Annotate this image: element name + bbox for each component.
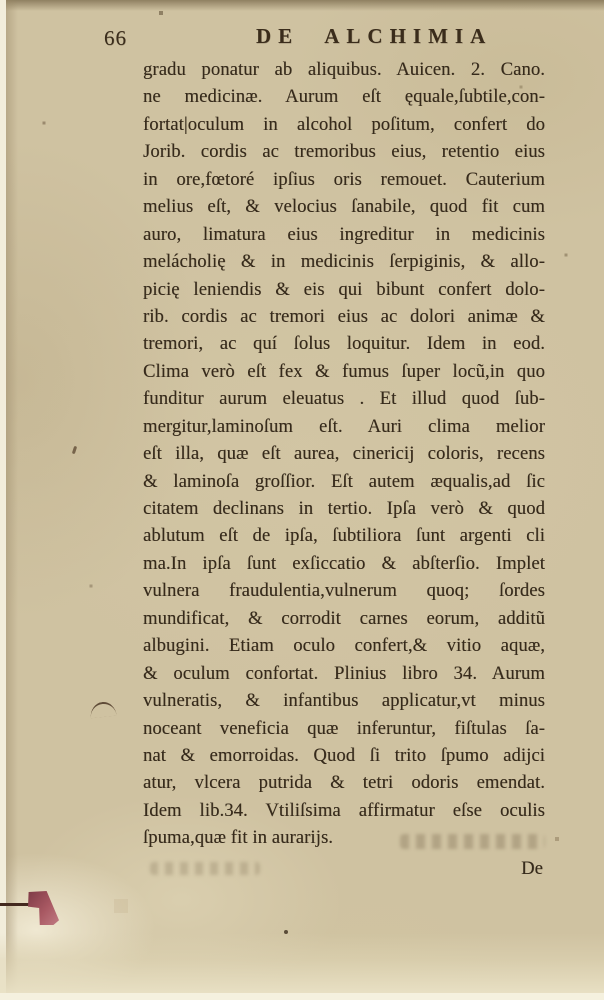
red-bookmark-mark: [28, 891, 59, 925]
text-line: vulnera fraudulentia,vulnerum quoq; ſordes: [143, 580, 545, 602]
text-line: melácholię & in medicinis ſerpiginis, & allo-: [143, 251, 545, 273]
text-line: & laminoſa groſſior. Eſt autem æqualis,ad ſic: [143, 470, 545, 492]
text-line: Clima verò eſt fex & fumus ſuper locũ,in quo: [143, 360, 545, 382]
margin-speck-mark: [72, 446, 77, 455]
text-line: rib. cordis ac tremori eius ac dolori animæ &: [143, 305, 545, 327]
page-bottom-fade: [0, 933, 604, 993]
text-line: tremori, ac quí ſolus loquitur. Idem in eod.: [143, 333, 545, 355]
page-number: 66: [104, 26, 127, 50]
text-line: vulneratis, & infantibus applicatur,vt minus: [143, 690, 545, 712]
page-top-shadow: [0, 0, 604, 11]
page-left-shadow: [6, 0, 18, 1000]
text-line: Jorib. cordis ac tremoribus eius, retentio eius: [143, 141, 545, 163]
text-line: gradu ponatur ab aliquibus. Auicen. 2. Cano.: [143, 59, 545, 80]
text-line: funditur aurum eleuatus . Et illud quod ſub-: [143, 388, 545, 410]
text-line: ma.In ipſa ſunt exſiccatio & abſterſio. Implet: [143, 552, 545, 574]
text-line: eſt illa, quæ eſt aurea, cinericij coloris, recens: [143, 443, 545, 465]
text-line: nat & emorroidas. Quod ſi trito ſpumo adijci: [143, 744, 545, 766]
text-line: & oculum confortat. Plinius libro 34. Aurum: [143, 662, 545, 684]
page-left-edge: [0, 0, 6, 1000]
ink-dot-mark: [284, 930, 288, 934]
catchword: De: [521, 857, 543, 879]
text-line: Idem lib.34. Vtiliſsima affirmatur eſse oculis: [143, 799, 545, 821]
text-line: citatem declinans in tertio. Ipſa verò & quod: [143, 498, 545, 519]
text-line: noceant veneficia quæ inferuntur, fiſtulas ſa-: [143, 717, 545, 739]
text-line: fortat|oculum in alcohol poſitum, confert do: [143, 113, 545, 135]
foxing-speckles: [0, 0, 2, 2]
text-line: ablutum eſt de ipſa, ſubtiliora ſunt argenti cli: [143, 525, 545, 547]
text-line: auro, limatura eius ingreditur in medicinis: [143, 223, 545, 245]
page-bottom-edge: [0, 993, 604, 1000]
text-line: atur, vlcera putrida & tetri odoris emendat.: [143, 772, 545, 794]
text-line: mergitur,laminoſum eſt. Auri clima melior: [143, 415, 545, 437]
text-line: mundificat, & corrodit carnes eorum, additũ: [143, 607, 545, 629]
text-line: picię leniendis & eis qui bibunt confert dolo-: [143, 278, 545, 300]
bleedthrough-smudge: [400, 834, 545, 849]
body-text: [143, 56, 545, 882]
bleedthrough-smudge: [150, 862, 260, 875]
text-line: albugini. Etiam oculo confert,& vitio aquæ,: [143, 635, 545, 657]
text-line: ne medicinæ. Aurum eſt ęquale,ſubtile,con-: [143, 86, 545, 108]
running-title: DE ALCHIMIA: [256, 24, 493, 48]
text-line: ſpuma,quæ fit in aurarijs.: [143, 827, 334, 849]
text-line: melius eſt, & velocius ſanabile, quod fit cum: [143, 196, 545, 218]
red-ink-line-mark: [0, 903, 30, 906]
text-line: in ore,fœtoré ipſius oris remouet. Cauterium: [143, 168, 545, 190]
margin-caret-mark: [89, 701, 116, 719]
